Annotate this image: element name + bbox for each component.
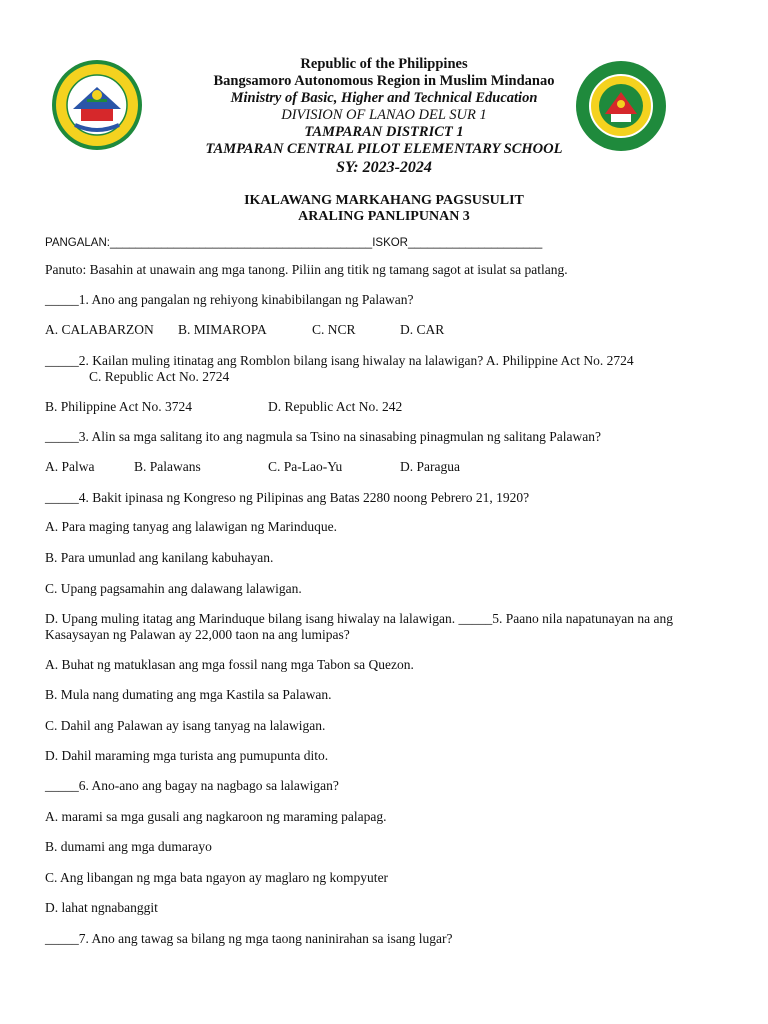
name-score-line: PANGALAN:_________________________________________ISKOR_____________________ — [45, 237, 543, 249]
q4-option-a: A. Para maging tanyag ang lalawigan ng Marinduque. — [45, 519, 338, 534]
question-2: _____2. Kailan muling itinatag ang Romblon bilang isang hiwalay na lalawigan? A. Philippine Act No. 2724 — [45, 353, 634, 368]
q5-option-a: A. Buhat ng matuklasan ang mga fossil nang mga Tabon sa Quezon. — [45, 657, 414, 672]
q2-option-b: B. Philippine Act No. 3724 — [45, 399, 193, 414]
question-4: _____4. Bakit ipinasa ng Kongreso ng Pilipinas ang Batas 2280 noong Pebrero 21, 1920? — [45, 490, 530, 505]
header-school-year: SY: 2023-2024 — [336, 159, 432, 176]
q1-option-a: A. CALABARZON — [45, 322, 154, 337]
exam-subject: ARALING PANLIPUNAN 3 — [298, 209, 470, 224]
q5-option-c: C. Dahil ang Palawan ay isang tanyag na lalawigan. — [45, 718, 326, 733]
q6-option-c: C. Ang libangan ng mga bata ngayon ay maglaro ng kompyuter — [45, 870, 389, 885]
q2-option-c: C. Republic Act No. 2724 — [89, 369, 230, 384]
header-ministry: Ministry of Basic, Higher and Technical Education — [230, 90, 538, 106]
question-6: _____6. Ano-ano ang bagay na nagbago sa lalawigan? — [45, 778, 339, 793]
q5-option-d: D. Dahil maraming mga turista ang pumupunta dito. — [45, 748, 329, 763]
q3-option-a: A. Palwa — [45, 459, 95, 474]
q3-option-b: B. Palawans — [134, 459, 201, 474]
header-school: TAMPARAN CENTRAL PILOT ELEMENTARY SCHOOL — [205, 141, 563, 157]
question-1: _____1. Ano ang pangalan ng rehiyong kinabibilangan ng Palawan? — [45, 292, 414, 307]
exam-title: IKALAWANG MARKAHANG PAGSUSULIT — [244, 193, 524, 208]
q6-option-a: A. marami sa mga gusali ang nagkaroon ng maraming palapag. — [45, 809, 387, 824]
q6-option-b: B. dumami ang mga dumarayo — [45, 839, 212, 854]
q5-option-b: B. Mula nang dumating ang mga Kastila sa Palawan. — [45, 687, 332, 702]
q4-option-d-and-question-5: D. Upang muling itatag ang Marinduque bilang isang hiwalay na lalawigan. _____5. Paano nila napatunayan na ang Kasaysayan ng Palawan ay 22,000 taon na ang lumipas? — [45, 611, 673, 642]
q4-option-c: C. Upang pagsamahin ang dalawang lalawigan. — [45, 581, 302, 596]
question-7: _____7. Ano ang tawag sa bilang ng mga taong naninirahan sa isang lugar? — [45, 931, 453, 946]
question-3: _____3. Alin sa mga salitang ito ang nagmula sa Tsino na sinasabing pinagmulan ng salitang Palawan? — [45, 429, 601, 444]
instructions: Panuto: Basahin at unawain ang mga tanong. Piliin ang titik ng tamang sagot at isulat sa patlang. — [45, 262, 568, 277]
header-division: DIVISION OF LANAO DEL SUR 1 — [281, 107, 487, 123]
q1-option-c: C. NCR — [312, 322, 356, 337]
header-district: TAMPARAN DISTRICT 1 — [304, 124, 464, 140]
q2-option-d: D. Republic Act No. 242 — [268, 399, 403, 414]
q4-option-b: B. Para umunlad ang kanilang kabuhayan. — [45, 550, 274, 565]
q6-option-d: D. lahat ngnabanggit — [45, 900, 158, 915]
header-republic: Republic of the Philippines — [300, 56, 468, 72]
school-header — [0, 56, 768, 177]
q1-option-d: D. CAR — [400, 322, 445, 337]
q1-option-b: B. MIMAROPA — [178, 322, 267, 337]
q3-option-d: D. Paragua — [400, 459, 460, 474]
q3-option-c: C. Pa-Lao-Yu — [268, 459, 343, 474]
header-region: Bangsamoro Autonomous Region in Muslim Mindanao — [213, 73, 555, 89]
